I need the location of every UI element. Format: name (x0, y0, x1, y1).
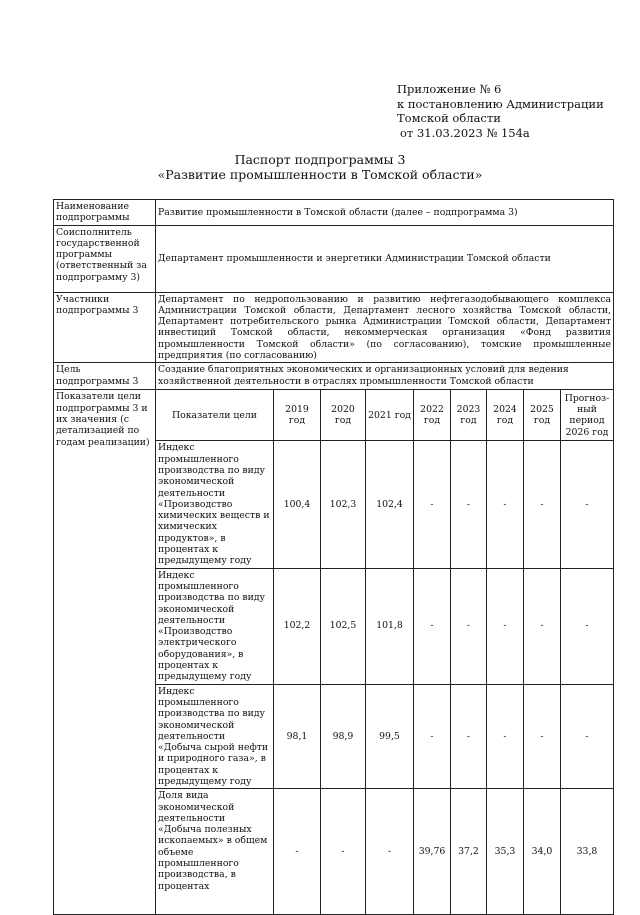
row-value: Создание благоприятных экономических и организационных условий для ведения хозяйственной деятельности в отраслях промышленности Томской области (156, 363, 614, 390)
indicator-name: Индекс промышленного производства по виду экономической деятельности «Производство химических веществ и химических продуктов», в процентах к предыдущему году (156, 441, 274, 568)
row-label: Показатели цели подпрограммы 3 и их значения (с детализацией по годам реализации) (54, 390, 156, 915)
value-cell: 102,5 (321, 568, 366, 684)
row-label: Наименование подпрограммы (54, 200, 156, 226)
header-cell: 2022 год (414, 390, 451, 441)
appendix-line: Томской области (397, 111, 501, 125)
appendix-line: Приложение № 6 (397, 82, 502, 96)
row-value: Развитие промышленности в Томской области (далее – подпрограмма 3) (156, 200, 614, 226)
row-coexec (54, 225, 614, 292)
value-cell: 101,8 (366, 568, 414, 684)
appendix-line: от 31.03.2023 № 154а (400, 125, 530, 140)
value-cell: - (366, 789, 414, 915)
value-cell: - (321, 789, 366, 915)
header-cell: 2023 год (451, 390, 487, 441)
value-cell: - (524, 441, 561, 568)
value-cell: - (561, 568, 614, 684)
value-cell: - (487, 684, 524, 789)
value-cell: - (524, 568, 561, 684)
value-cell: - (561, 441, 614, 568)
value-cell: 33,8 (561, 789, 614, 915)
row-participants (54, 292, 614, 363)
value-cell: - (487, 568, 524, 684)
indicator-name: Индекс промышленного производства по виду экономической деятельности «Производство электрического оборудования», в процентах к предыдущему году (156, 568, 274, 684)
value-cell: 102,4 (366, 441, 414, 568)
row-name (54, 200, 614, 226)
appendix-line: к постановлению Администрации (397, 96, 604, 111)
value-cell: - (414, 441, 451, 568)
row-goal (54, 363, 614, 390)
row-label: Участники подпрограммы 3 (54, 292, 156, 363)
header-cell: Показатели цели (156, 390, 274, 441)
row-label: Соисполнитель государственной программы (ответственный за подпрограмму 3) (54, 225, 156, 292)
row-value: Департамент по недропользованию и развитию нефтегазодобывающего комплекса Администрации Томской области, Департамент лесного хозяйства Томской области, Департамент потребительского рынка Администрации Томской области, Департамент инвестиций Томской области, некоммерческая организация «Фонд развития промышленности Томской области» (по согласованию), томские промышленные предприятия (по согласованию) (156, 292, 614, 363)
value-cell: - (524, 684, 561, 789)
value-cell: - (451, 684, 487, 789)
appendix-header (397, 82, 604, 140)
header-cell: 2025 год (524, 390, 561, 441)
value-cell: 34,0 (524, 789, 561, 915)
value-cell: - (487, 441, 524, 568)
value-cell: - (451, 568, 487, 684)
value-cell: 99,5 (366, 684, 414, 789)
value-cell: 100,4 (274, 441, 321, 568)
value-cell: 37,2 (451, 789, 487, 915)
indicator-name: Индекс промышленного производства по виду экономической деятельности «Добыча сырой нефти и природного газа», в процентах к предыдущему году (156, 684, 274, 789)
header-cell: Прогноз-ный период 2026 год (561, 390, 614, 441)
header-cell: 2020 год (321, 390, 366, 441)
value-cell: - (274, 789, 321, 915)
title-line: «Развитие промышленности в Томской области» (157, 167, 483, 182)
indicator-header-row (54, 390, 614, 441)
value-cell: 98,1 (274, 684, 321, 789)
header-cell: 2024 год (487, 390, 524, 441)
row-label: Цель подпрограммы 3 (54, 363, 156, 390)
value-cell: - (451, 441, 487, 568)
header-cell: 2021 год (366, 390, 414, 441)
value-cell: 39,76 (414, 789, 451, 915)
value-cell: - (561, 684, 614, 789)
title-line: Паспорт подпрограммы 3 (234, 152, 406, 167)
page-title (0, 152, 640, 182)
value-cell: 102,2 (274, 568, 321, 684)
value-cell: - (414, 684, 451, 789)
indicator-name: Доля вида экономической деятельности «Добыча полезных ископаемых» в общем объеме промышленного производства, в процентах (156, 789, 274, 915)
value-cell: - (414, 568, 451, 684)
value-cell: 35,3 (487, 789, 524, 915)
row-value: Департамент промышленности и энергетики Администрации Томской области (156, 225, 614, 292)
header-cell: 2019 год (274, 390, 321, 441)
value-cell: 102,3 (321, 441, 366, 568)
passport-table (53, 199, 614, 915)
value-cell: 98,9 (321, 684, 366, 789)
